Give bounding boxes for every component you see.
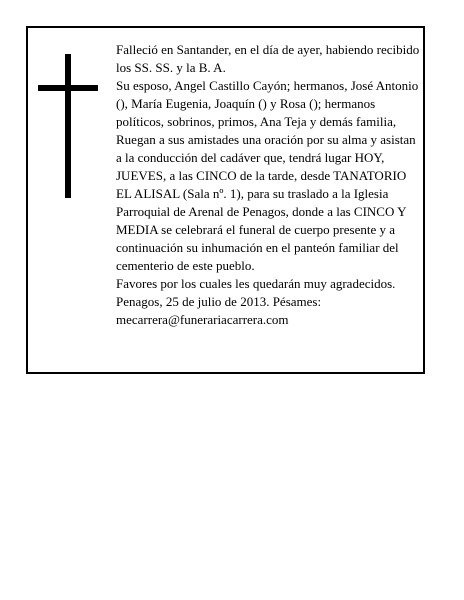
cross-icon xyxy=(38,54,98,198)
notice-text xyxy=(116,41,421,329)
cross-vertical-bar xyxy=(65,54,71,198)
obituary-notice xyxy=(26,26,425,374)
cross-horizontal-bar xyxy=(38,85,98,91)
funeral-details: Ruegan a sus amistades una oración por su alma y asistan a la conducción del cadáver que, tendrá lugar HOY, JUEVES, a las CINCO de la tarde, desde TANATORIO EL ALISAL (Sala nº. 1), para su traslado a la Iglesia Parroquial de Arenal de Penagos, donde a las CINCO Y MEDIA se celebrará el funeral de cuerpo presente y a continuación su inhumación en el panteón familiar del cementerio de este pueblo. xyxy=(116,132,416,273)
place-date-condolences: Penagos, 25 de julio de 2013. Pésames: mecarrera@funerariacarrera.com xyxy=(116,294,322,327)
family-list: Su esposo, Angel Castillo Cayón; hermanos, José Antonio (), María Eugenia, Joaquín () y Rosa (); hermanos políticos, sobrinos, primos, Ana Teja y demás familia, xyxy=(116,78,419,129)
thanks-line: Favores por los cuales les quedarán muy agradecidos. xyxy=(116,276,396,291)
death-announcement: Falleció en Santander, en el día de ayer, habiendo recibido los SS. SS. y la B. A. xyxy=(116,42,420,75)
